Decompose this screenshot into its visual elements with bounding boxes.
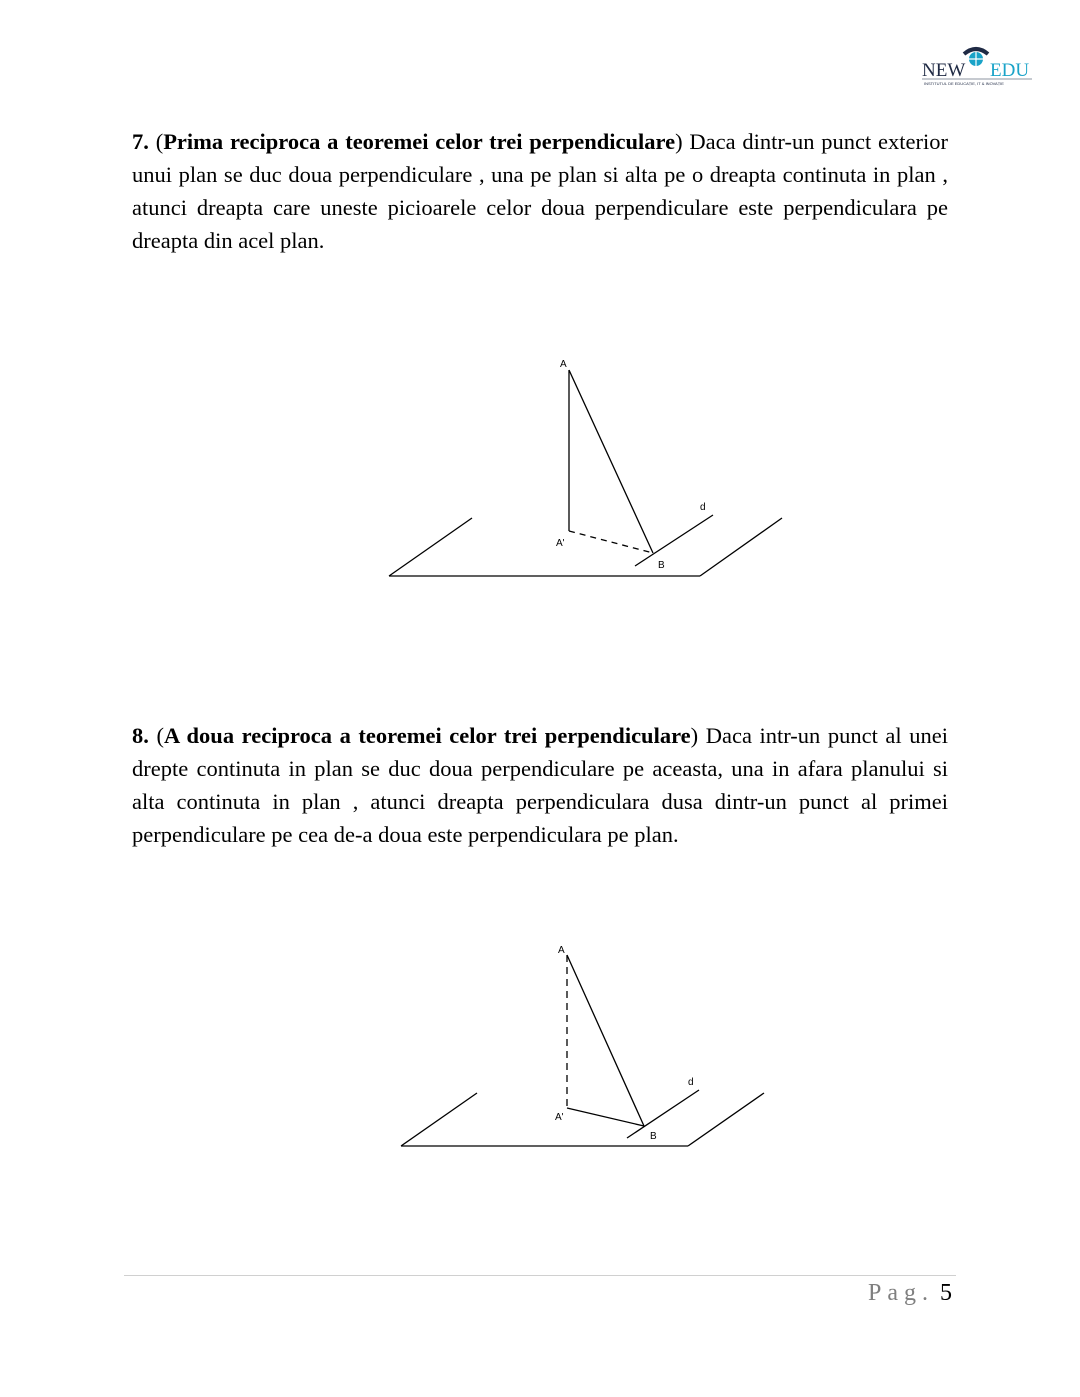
fig8-label-Aprime: A' <box>555 1112 564 1123</box>
fig8-segment-AprimeB <box>567 1108 644 1126</box>
theorem-7-close-paren: ) <box>675 129 683 154</box>
theorem-8-number: 8. <box>132 723 149 748</box>
fig8-line-d <box>627 1090 699 1138</box>
fig8-label-B: B <box>650 1131 657 1142</box>
fig8-plane-right-edge <box>688 1093 764 1146</box>
fig7-label-B: B <box>658 560 665 571</box>
page-label: Pag. <box>868 1280 934 1306</box>
fig7-label-A: A <box>560 359 567 370</box>
fig8-segment-AB <box>567 955 644 1126</box>
page-number: 5 <box>940 1280 952 1306</box>
theorem-8-body: Daca intr-un punct al unei drepte continuta in plan se duc doua perpendiculare pe aceasta, una in afara planului si alta continuta in plan , atunci dreapta perpendiculara dusa dintr-un punct al primei perpendiculare pe cea de-a doua este perpendiculara pe plan. <box>132 723 948 847</box>
fig8-plane-left-edge <box>401 1093 477 1146</box>
theorem-8-title: A doua reciproca a teoremei celor trei perpendiculare <box>163 723 691 748</box>
theorem-8-open-paren: ( <box>156 723 164 748</box>
theorem-7-number: 7. <box>132 129 149 154</box>
fig7-label-Aprime: A' <box>556 538 565 549</box>
fig8-label-A: A <box>558 945 565 956</box>
theorem-8-close-paren: ) <box>690 723 699 748</box>
theorem-7-title: Prima reciproca a teoremei celor trei perpendiculare <box>163 129 676 154</box>
theorem-7-open-paren: ( <box>155 129 164 154</box>
logo-text-new: NEW <box>922 60 966 81</box>
fig8-label-d: d <box>688 1077 694 1088</box>
logo-tagline: INSTITUTUL DE EDUCAȚIE, IT & INOVAȚIE <box>924 81 1004 86</box>
footer-divider <box>124 1275 956 1276</box>
theorem-7-body: Daca dintr-un punct exterior unui plan se duc doua perpendiculare , una pe plan si alta pe o dreapta continuta in plan , atunci dreapta care uneste picioarele celor doua perpendiculare este perpendiculara pe dreapta din acel plan. <box>132 129 948 253</box>
fig7-label-d: d <box>700 502 706 513</box>
page-footer <box>868 1276 952 1310</box>
logo-text-edu: EDU <box>990 60 1030 81</box>
